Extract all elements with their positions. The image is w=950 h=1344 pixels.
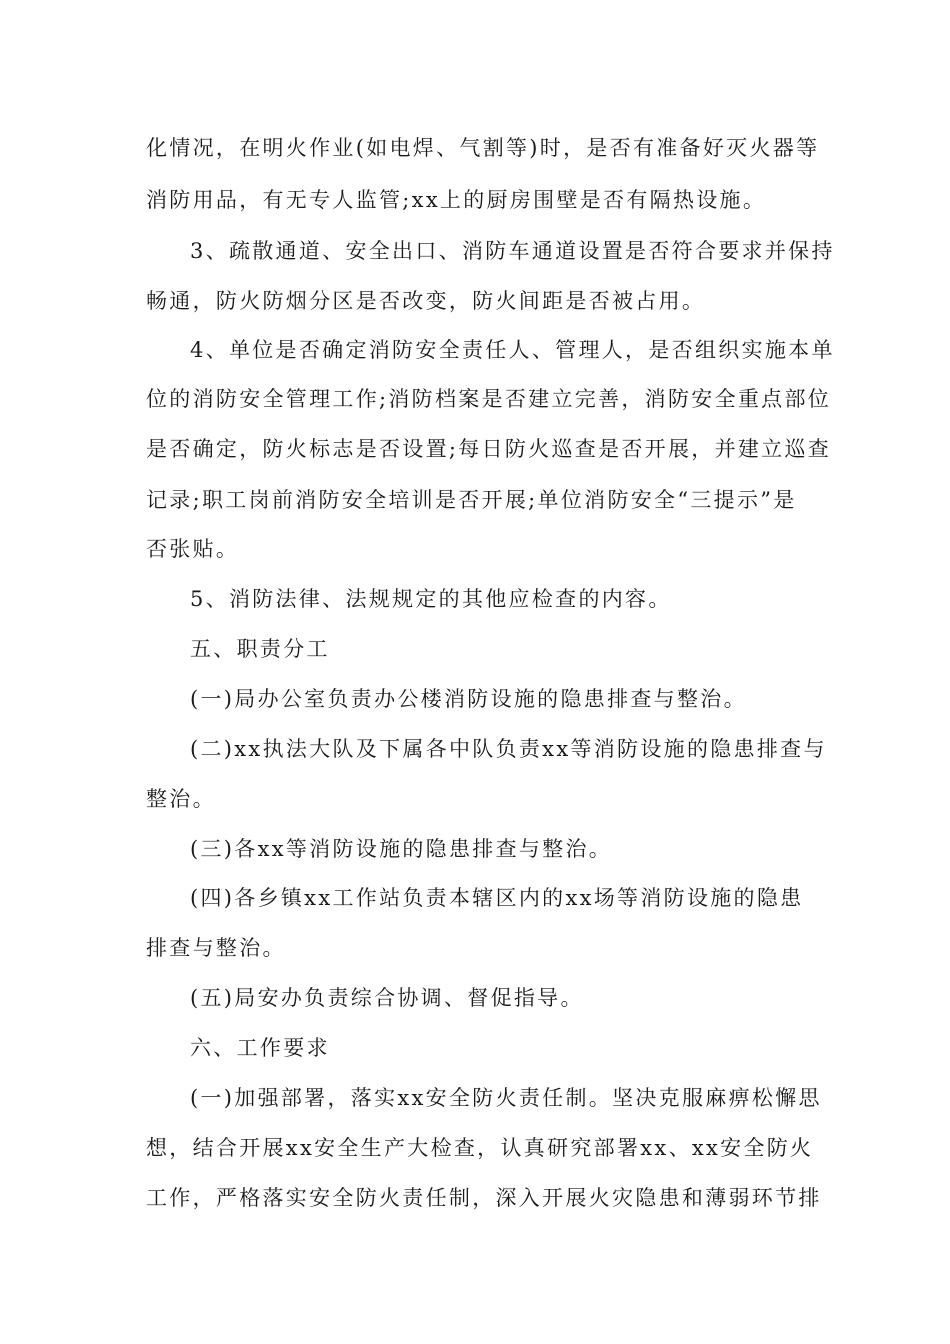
text-line: (五)局安办负责综合协调、督促指导。 xyxy=(190,986,584,1010)
text-line: 化情况，在明火作业(如电焊、气割等)时，是否有准备好灭火器等 xyxy=(146,136,820,160)
text-line: 4、单位是否确定消防安全责任人、管理人，是否组织实施本单 xyxy=(190,338,835,362)
text-line: 否张贴。 xyxy=(146,537,240,561)
text-line: (四)各乡镇xx工作站负责本辖区内的xx场等消防设施的隐患 xyxy=(190,886,804,910)
text-line: 消防用品，有无专人监管;xx上的厨房围壁是否有隔热设施。 xyxy=(146,188,767,212)
text-line: 记录;职工岗前消防安全培训是否开展;单位消防安全“三提示”是 xyxy=(146,488,797,512)
text-line: 工作，严格落实安全防火责任制，深入开展火灾隐患和薄弱环节排 xyxy=(146,1186,822,1210)
section-heading: 五、职责分工 xyxy=(190,637,330,661)
text-line: 畅通，防火防烟分区是否改变，防火间距是否被占用。 xyxy=(146,289,706,313)
text-line: (二)xx执法大队及下属各中队负责xx等消防设施的隐患排查与 xyxy=(190,737,827,761)
text-line: 5、消防法律、法规规定的其他应检查的内容。 xyxy=(190,587,672,611)
section-heading: 六、工作要求 xyxy=(190,1036,330,1060)
text-line: (一)局办公室负责办公楼消防设施的隐患排查与整治。 xyxy=(190,687,747,711)
text-line: 3、疏散通道、安全出口、消防车通道设置是否符合要求并保持 xyxy=(190,239,835,263)
text-line: 位的消防安全管理工作;消防档案是否建立完善，消防安全重点部位 xyxy=(146,387,832,411)
text-line: 整治。 xyxy=(146,787,216,811)
text-line: 排查与整治。 xyxy=(146,936,286,960)
text-line: (三)各xx等消防设施的隐患排查与整治。 xyxy=(190,837,613,861)
text-line: (一)加强部署，落实xx安全防火责任制。坚决克服麻痹松懈思 xyxy=(190,1086,822,1110)
text-line: 是否确定，防火标志是否设置;每日防火巡查是否开展，并建立巡查 xyxy=(146,437,832,461)
text-line: 想，结合开展xx安全生产大检查，认真研究部署xx、xx安全防火 xyxy=(146,1136,814,1160)
